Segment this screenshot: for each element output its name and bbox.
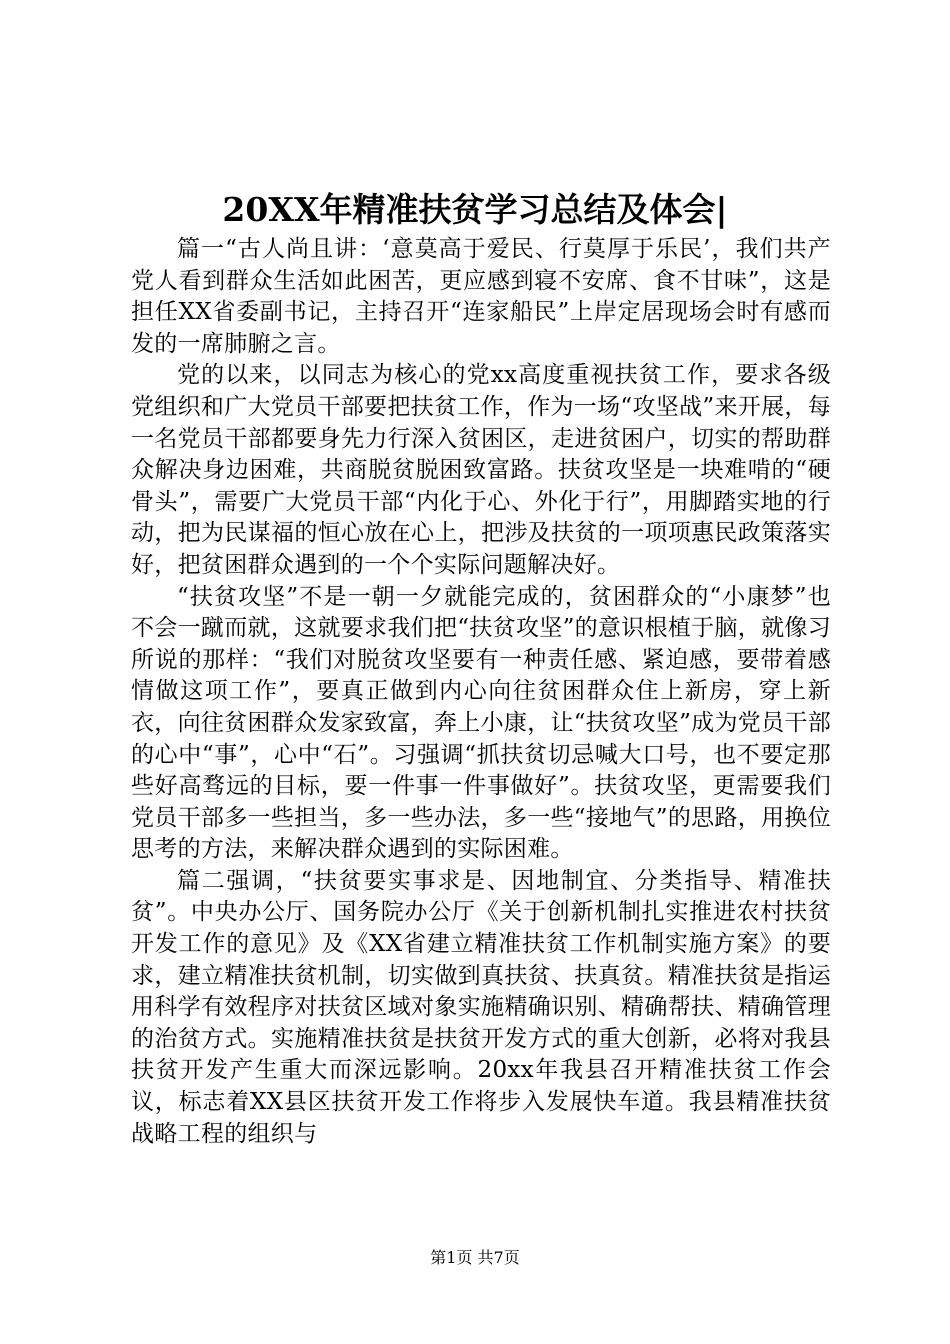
paragraph-4: 篇二强调，“扶贫要实事求是、因地制宜、分类指导、精准扶贫”。中央办公厅、国务院办公厅《关于创新机制扎实推进农村扶贫开发工作的意见》及《XX省建立精准扶贫工作机制实施方案》的要求，建立精准扶贫机制，切实做到真扶贫、扶真贫。精准扶贫是指运用科学有效程序对扶贫区域对象实施精确识别、精确帮扶、精确管理的治贫方式。实施精准扶贫是扶贫开发方式的重大创新，必将对我县扶贫开发产生重大而深远影响。20xx年我县召开精准扶贫工作会议，标志着XX县区扶贫开发工作将步入发展快车道。我县精准扶贫战略工程的组织与 (131, 867, 831, 1147)
document-body (131, 234, 831, 1150)
page-footer: 第1页 共7页 (430, 1248, 520, 1267)
document-title: 20XX年精准扶贫学习总结及体会| (222, 190, 728, 229)
paragraph-1: 篇一“古人尚且讲：‘意莫高于爱民、行莫厚于乐民’，我们共产党人看到群众生活如此困苦，更应感到寝不安席、食不甘味”，这是担任XX省委副书记，主持召开“连家船民”上岸定居现场会时有感而发的一席肺腑之言。 (131, 236, 831, 357)
paragraph-3: “扶贫攻坚”不是一朝一夕就能完成的，贫困群众的“小康梦”也不会一蹴而就，这就要求我们把“扶贫攻坚”的意识根植于脑，就像习所说的那样：“我们对脱贫攻坚要有一种责任感、紧迫感，要带着感情做这项工作”，要真正做到内心向往贫困群众住上新房，穿上新衣，向往贫困群众发家致富，奔上小康，让“扶贫攻坚”成为党员干部的心中“事”，心中“石”。习强调“抓扶贫切忌喊大口号，也不要定那些好高骛远的目标，要一件事一件事做好”。扶贫攻坚，更需要我们党员干部多一些担当，多一些办法，多一些“接地气”的思路，用换位思考的方法，来解决群众遇到的实际困难。 (131, 583, 831, 863)
paragraph-2: 党的以来，以同志为核心的党xx高度重视扶贫工作，要求各级党组织和广大党员干部要把扶贫工作，作为一场“攻坚战”来开展，每一名党员干部都要身先力行深入贫困区，走进贫困户，切实的帮助群众解决身边困难，共商脱贫脱困致富路。扶贫攻坚是一块难啃的“硬骨头”，需要广大党员干部“内化于心、外化于行”，用脚踏实地的行动，把为民谋福的恒心放在心上，把涉及扶贫的一项项惠民政策落实好，把贫困群众遇到的一个个实际问题解决好。 (131, 362, 831, 578)
